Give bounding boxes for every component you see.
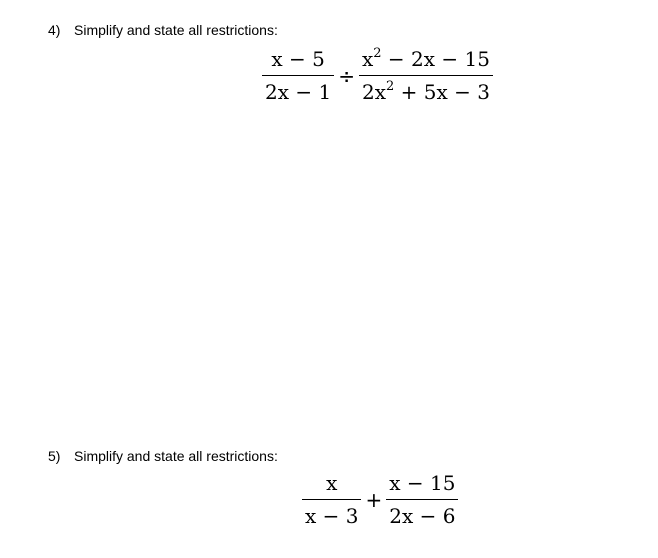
- problem-5-number: 5): [48, 448, 61, 464]
- problem-4-prompt: [48, 22, 278, 38]
- problem-5-instruction: Simplify and state all restrictions:: [74, 448, 278, 464]
- fraction-bar: [302, 499, 361, 500]
- problem-5-fraction-1-numerator: x: [326, 471, 338, 495]
- problem-5-fraction-2-denominator: 2x − 6: [389, 504, 456, 529]
- problem-5-fraction-2: [386, 470, 458, 529]
- problem-4-fraction-2: [359, 46, 493, 105]
- numerator-rest: − 2x − 15: [381, 47, 490, 71]
- fraction-bar: [386, 499, 458, 500]
- addition-operator: +: [365, 487, 383, 512]
- problem-5-fraction-1-denominator: x − 3: [305, 504, 359, 529]
- problem-4-fraction-1: [262, 46, 334, 105]
- numerator-base: x: [361, 47, 374, 71]
- fraction-bar: [359, 75, 493, 76]
- problem-4-instruction: Simplify and state all restrictions:: [74, 22, 278, 38]
- fraction-bar: [262, 75, 334, 76]
- problem-5-fraction-2-numerator: x − 15: [389, 471, 456, 495]
- problem-4-fraction-1-numerator: x − 5: [271, 47, 325, 71]
- denominator-lead: 2x: [361, 80, 386, 105]
- problem-4-expression: [262, 46, 493, 105]
- problem-5-expression: [302, 470, 458, 529]
- denominator-exponent: 2: [385, 79, 395, 95]
- denominator-rest: + 5x − 3: [394, 80, 490, 105]
- problem-4-fraction-1-denominator: 2x − 1: [265, 80, 332, 105]
- problem-4-fraction-2-denominator: [359, 79, 493, 105]
- problem-5-prompt: [48, 448, 278, 464]
- problem-5-fraction-1: [302, 470, 361, 529]
- numerator-exponent: 2: [373, 46, 382, 61]
- problem-4-fraction-2-numerator: [359, 46, 493, 72]
- division-operator: ÷: [338, 63, 355, 88]
- problem-4-number: 4): [48, 22, 61, 38]
